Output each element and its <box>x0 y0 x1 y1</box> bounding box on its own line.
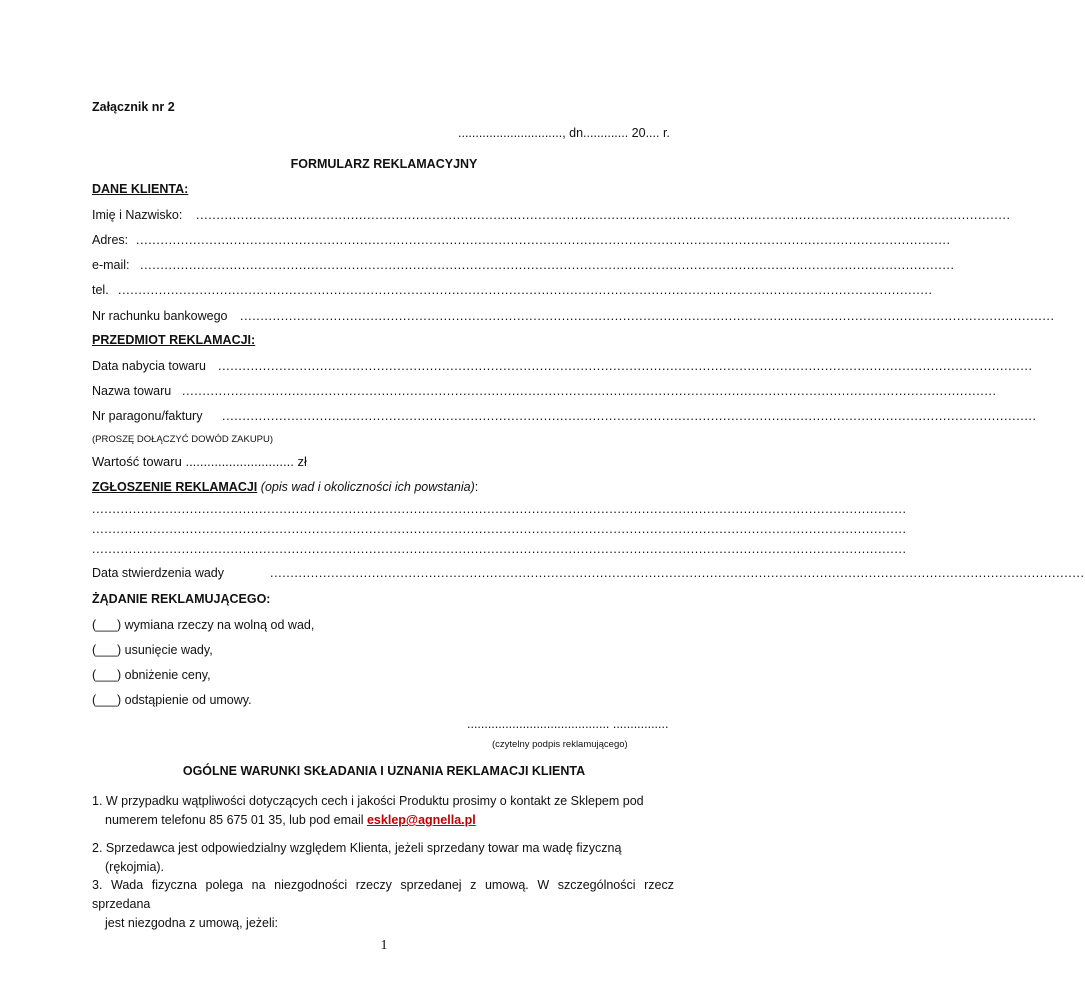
terms-point-1-line-2 <box>92 811 674 830</box>
subject-field-label-2: Nr paragonu/faktury <box>92 409 203 423</box>
report-heading: ZGŁOSZENIE REKLAMACJI <box>92 480 258 494</box>
demand-option-discount: (___) obniżenie ceny, <box>92 668 211 682</box>
terms-point-2-line-1: 2. Sprzedawca jest odpowiedzialny względem Klienta, jeżeli sprzedany towar ma wadę fizyczną <box>92 841 622 855</box>
subject-field-dots-1: ........................................................................................................................................................................................................ <box>182 384 997 398</box>
demand-option-repair: (___) usunięcie wady, <box>92 643 213 657</box>
value-label: Wartość towaru <box>92 454 182 469</box>
terms-point-1 <box>92 792 674 830</box>
place-date-line <box>458 126 670 141</box>
client-field-label-1: Adres: <box>92 233 129 247</box>
report-colon: : <box>474 480 479 494</box>
form-title: FORMULARZ REKLAMACYJNY <box>290 157 478 171</box>
client-field-label-4: Nr rachunku bankowego <box>92 309 228 323</box>
date-dots: ............. <box>583 126 629 140</box>
annex-label: Załącznik nr 2 <box>92 100 175 114</box>
client-field-label-0: Imię i Nazwisko: <box>92 208 183 222</box>
value-unit: zł <box>297 454 307 469</box>
value-dots: .............................. <box>185 454 294 469</box>
receipt-note: (PROSZĘ DOŁĄCZYĆ DOWÓD ZAKUPU) <box>92 434 274 445</box>
subject-field-label-0: Data nabycia towaru <box>92 359 206 373</box>
report-heading-line <box>92 480 478 495</box>
value-line <box>92 454 307 469</box>
client-heading: DANE KLIENTA: <box>92 182 189 196</box>
report-subtitle: (opis wad i okoliczności ich powstania) <box>260 480 475 494</box>
client-field-dots-3: ........................................................................................................................................................................................................ <box>118 283 933 297</box>
demand-option-withdrawal: (___) odstąpienie od umowy. <box>92 693 252 707</box>
terms-point-3-line-2: jest niezgodna z umową, jeżeli: <box>105 916 279 930</box>
client-field-label-3: tel. <box>92 283 109 297</box>
signature-dots: ......................................... ................ <box>467 717 669 731</box>
date-prefix: , dn <box>562 126 584 140</box>
demand-heading: ŻĄDANIE REKLAMUJĄCEGO: <box>92 592 271 606</box>
client-field-dots-2: ........................................................................................................................................................................................................ <box>140 258 955 272</box>
client-field-label-2: e-mail: <box>92 258 130 272</box>
terms-point-3 <box>92 876 674 933</box>
terms-point-2-line-2: (rękojmia). <box>105 860 165 874</box>
subject-field-dots-2: ........................................................................................................................................................................................................ <box>222 409 1037 423</box>
defect-date-dots: ........................................................................................................................................................................................................ <box>270 566 1085 580</box>
subject-field-dots-0: ........................................................................................................................................................................................................ <box>218 359 1033 373</box>
demand-option-exchange: (___) wymiana rzeczy na wolną od wad, <box>92 618 315 632</box>
year-label: 20.... r. <box>628 126 670 140</box>
defect-date-label: Data stwierdzenia wady <box>92 566 225 580</box>
client-field-dots-0: ........................................................................................................................................................................................................ <box>196 208 1011 222</box>
shop-email-link[interactable]: esklep@agnella.pl <box>366 813 476 827</box>
terms-point-3-line-1: 3. Wada fizyczna polega na niezgodności rzeczy sprzedanej z umową. W szczególności rzecz sprzedana <box>92 878 674 911</box>
terms-point-1-text: numerem telefonu 85 675 01 35, lub pod email <box>105 813 367 827</box>
client-field-dots-4: ........................................................................................................................................................................................................ <box>240 309 1055 323</box>
subject-field-label-1: Nazwa towaru <box>92 384 172 398</box>
report-line-3: ........................................................................................................................................................................................................ <box>92 542 907 556</box>
page-number: 1 <box>380 938 388 953</box>
report-line-2: ........................................................................................................................................................................................................ <box>92 522 907 536</box>
subject-heading: PRZEDMIOT REKLAMACJI: <box>92 333 256 347</box>
signature-caption: (czytelny podpis reklamującego) <box>492 739 628 750</box>
terms-point-2 <box>92 839 674 877</box>
report-line-1: ........................................................................................................................................................................................................ <box>92 502 907 516</box>
terms-heading: OGÓLNE WARUNKI SKŁADANIA I UZNANIA REKLAMACJI KLIENTA <box>182 764 586 778</box>
place-dots: .............................. <box>458 126 563 140</box>
client-field-dots-1: ........................................................................................................................................................................................................ <box>136 233 951 247</box>
terms-point-1-line-1: 1. W przypadku wątpliwości dotyczących cech i jakości Produktu prosimy o kontakt ze Sklepem pod <box>92 794 644 808</box>
